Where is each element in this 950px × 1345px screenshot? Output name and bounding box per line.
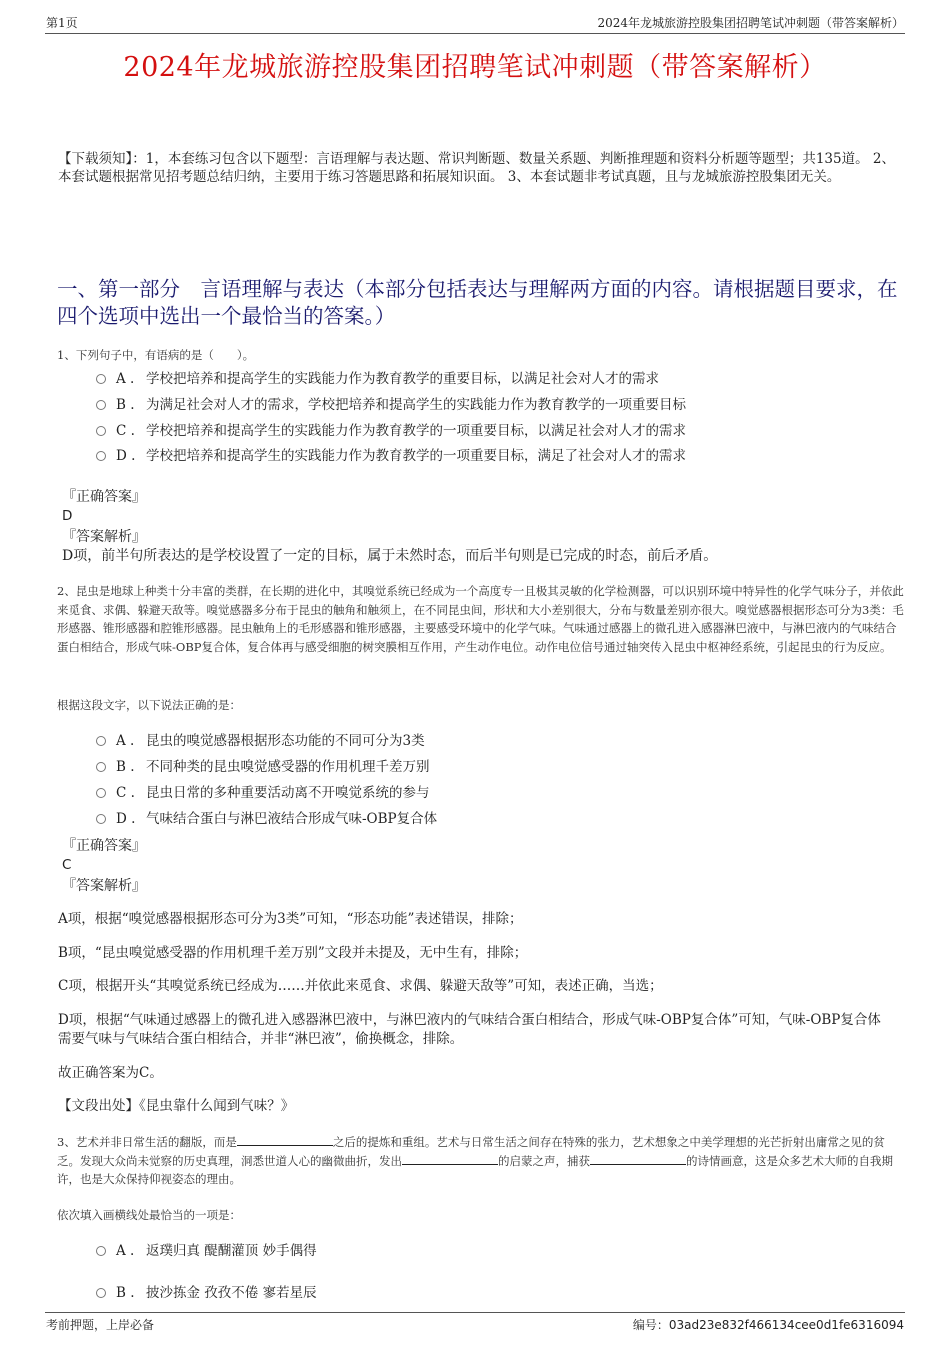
question-2-source: 【文段出处】《昆虫靠什么闻到气味？》 bbox=[58, 1098, 295, 1114]
question-1-option-b[interactable]: B . 为满足社会对人才的需求，学校把培养和提高学生的实践能力作为教育教学的一项重要目标 bbox=[96, 396, 686, 414]
footer-divider bbox=[45, 1312, 905, 1313]
question-1-analysis: D项，前半句所表达的是学校设置了一定的目标，属于未然时态，而后半句则是已完成的时态，前后矛盾。 bbox=[62, 548, 718, 564]
radio-button-icon[interactable] bbox=[96, 814, 106, 824]
fill-blank-2 bbox=[402, 1153, 498, 1165]
question-2-answer: C bbox=[62, 857, 72, 873]
radio-button-icon[interactable] bbox=[96, 788, 106, 798]
question-1-option-d[interactable]: D . 学校把培养和提高学生的实践能力作为教育教学的一项重要目标，满足了社会对人才的需求 bbox=[96, 447, 686, 465]
radio-button-icon[interactable] bbox=[96, 736, 106, 746]
question-2-option-b[interactable]: B . 不同种类的昆虫嗅觉感受器的作用机理千差万别 bbox=[96, 758, 430, 776]
fill-blank-1 bbox=[237, 1134, 333, 1146]
question-1-option-c[interactable]: C . 学校把培养和提高学生的实践能力作为教育教学的一项重要目标，以满足社会对人才的需求 bbox=[96, 422, 686, 440]
question-2-answer-label: 『正确答案』 bbox=[62, 838, 146, 854]
document-title: 2024年龙城旅游控股集团招聘笔试冲刺题（带答案解析） bbox=[123, 52, 827, 83]
question-2-analysis-b: B项，“昆虫嗅觉感受器的作用机理千差万别”文段并未提及，无中生有，排除； bbox=[58, 945, 528, 961]
question-2-conclusion: 故正确答案为C。 bbox=[58, 1065, 163, 1081]
footer-code: 编号：03ad23e832f466134cee0d1fe6316094 bbox=[632, 1318, 904, 1332]
page-number: 第1页 bbox=[46, 16, 78, 30]
question-1-answer-label: 『正确答案』 bbox=[62, 489, 146, 505]
section-heading: 一、第一部分 言语理解与表达（本部分包括表达与理解两方面的内容。请根据题目要求，在四个选项中选出一个最恰当的答案。） bbox=[57, 277, 898, 328]
radio-button-icon[interactable] bbox=[96, 1246, 106, 1256]
question-1-stem: 1、下列句子中，有语病的是（ ）。 bbox=[57, 348, 255, 362]
question-3-stem: 依次填入画横线处最恰当的一项是： bbox=[57, 1208, 241, 1222]
footer-slogan: 考前押题，上岸必备 bbox=[46, 1318, 155, 1332]
question-1-option-a[interactable]: A . 学校把培养和提高学生的实践能力作为教育教学的重要目标，以满足社会对人才的需求 bbox=[96, 370, 659, 388]
download-notice: 【下载须知】：1，本套练习包含以下题型：言语理解与表达题、常识判断题、数量关系题、判断推理题和资料分析题等题型；共135道。 2、本套试题根据常见招考题总结归纳，主要用于练习答题思路和拓展知识面。 3、本套试题非考试真题，且与龙城旅游控股集团无关。 bbox=[58, 151, 895, 185]
question-2-analysis-label: 『答案解析』 bbox=[62, 878, 146, 894]
radio-button-icon[interactable] bbox=[96, 451, 106, 461]
question-2-analysis-d: D项，根据“气味通过感器上的微孔进入感器淋巴液中，与淋巴液内的气味结合蛋白相结合，形成气味-OBP复合体”可知，气味-OBP复合体需要气味与气味结合蛋白相结合，并非“淋巴液”，偷换概念，排除。 bbox=[58, 1012, 881, 1047]
question-2-option-d[interactable]: D . 气味结合蛋白与淋巴液结合形成气味-OBP复合体 bbox=[96, 810, 437, 828]
radio-button-icon[interactable] bbox=[96, 426, 106, 436]
question-3-passage: 3、艺术并非日常生活的翻版，而是 之后的提炼和重组。艺术与日常生活之间存在特殊的张力，艺术想象之中美学理想的光芒折射出庸常之见的贫乏。发现大众尚未觉察的历史真理，洞悉世道人心的幽微曲折，发出 的启蒙之声，捕获 的诗情画意，这是众多艺术大师的自我期许，也是大众保持仰视姿态的理由。 bbox=[57, 1135, 893, 1187]
question-1-analysis-label: 『答案解析』 bbox=[62, 529, 146, 545]
question-3-option-a[interactable]: A . 返璞归真 醍醐灌顶 妙手偶得 bbox=[96, 1242, 317, 1260]
running-title: 2024年龙城旅游控股集团招聘笔试冲刺题（带答案解析） bbox=[597, 16, 904, 30]
header-divider bbox=[45, 33, 905, 34]
radio-button-icon[interactable] bbox=[96, 374, 106, 384]
question-2-option-a[interactable]: A . 昆虫的嗅觉感器根据形态功能的不同可分为3类 bbox=[96, 732, 425, 750]
question-2-option-c[interactable]: C . 昆虫日常的多种重要活动离不开嗅觉系统的参与 bbox=[96, 784, 430, 802]
fill-blank-3 bbox=[590, 1153, 686, 1165]
question-3-option-b[interactable]: B . 披沙拣金 孜孜不倦 寥若星辰 bbox=[96, 1284, 317, 1302]
question-2-stem: 根据这段文字，以下说法正确的是： bbox=[57, 698, 241, 712]
question-1-answer: D bbox=[62, 508, 73, 524]
question-2-passage: 2、昆虫是地球上种类十分丰富的类群，在长期的进化中，其嗅觉系统已经成为一个高度专一且极其灵敏的化学检测器，可以识别环境中特异性的化学气味分子，并依此来觅食、求偶、躲避天敌等。嗅觉感器多分布于昆虫的触角和触须上，在不同昆虫间，形状和大小差别很大，分布与数量差别亦很大。嗅觉感器根据形态可分为3类：毛形感器、锥形感器和腔锥形感器。昆虫触角上的毛形感器和锥形感器，主要感受环境中的化学气味。气味通过感器上的微孔进入感器淋巴液中，与淋巴液内的气味结合蛋白相结合，形成气味-OBP复合体，复合体再与感受细胞的树突膜相互作用，产生动作电位。动作电位信号通过轴突传入昆虫中枢神经系统，引起昆虫的行为反应。 bbox=[57, 584, 904, 654]
question-2-analysis-a: A项，根据“嗅觉感器根据形态可分为3类”可知，“形态功能”表述错误，排除； bbox=[58, 911, 523, 927]
radio-button-icon[interactable] bbox=[96, 400, 106, 410]
radio-button-icon[interactable] bbox=[96, 762, 106, 772]
radio-button-icon[interactable] bbox=[96, 1288, 106, 1298]
question-2-analysis-c: C项，根据开头“其嗅觉系统已经成为……并依此来觅食、求偶、躲避天敌等”可知，表述正确，当选； bbox=[58, 978, 663, 994]
